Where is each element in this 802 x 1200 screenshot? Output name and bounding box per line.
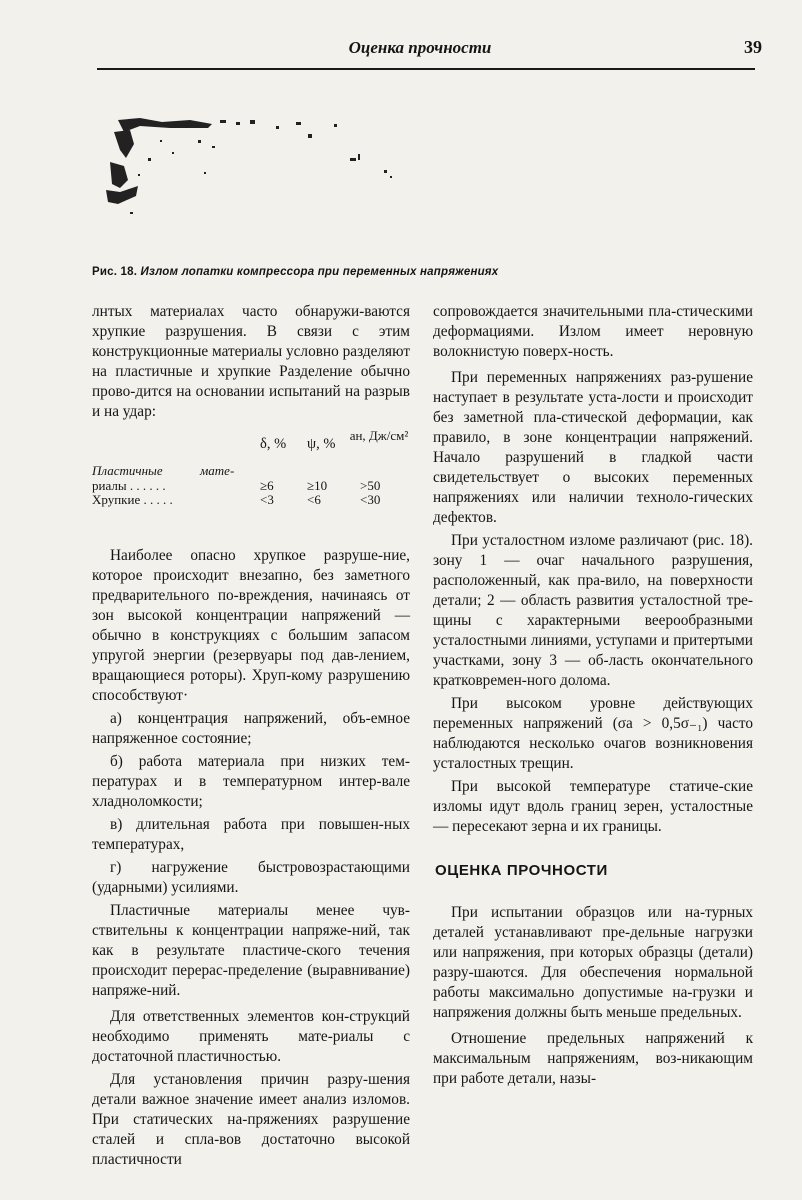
- figure-caption-label: Рис. 18.: [92, 266, 138, 278]
- table-cell: >50: [360, 478, 381, 493]
- table-cell: ≥10: [307, 478, 328, 493]
- table-cell: <6: [307, 492, 321, 507]
- table-cell: <3: [260, 492, 274, 507]
- right-column: [433, 302, 753, 1089]
- figure-caption-text: Излом лопатки компрессора при переменных напряжениях: [140, 266, 499, 278]
- right-paragraph-fatigue: При переменных напряжениях раз-рушение наступает в результате уста-лости и происходит без заметной пла-стической деформации, как правило, в зоне концентрации напряжений. Начало разрушений в гладкой части свидетельствует о высоких переменных напряжениях или наличии техноло-гических дефектов.: [433, 369, 753, 526]
- table-row-label-line2: риалы . . . . . .: [92, 478, 166, 493]
- left-paragraph-plastic: Пластичные материалы менее чув-ствительны к концентрации напряже-ний, так как в результате пластиче-ского течения происходит перерас-пределение (выравнивание) напряже-ний.: [92, 902, 410, 999]
- list-item-a: а) концентрация напряжений, объ-емное напряженное состояние;: [92, 710, 410, 747]
- section-heading: ОЦЕНКА ПРОЧНОСТИ: [435, 862, 608, 879]
- figure-caption: [92, 266, 772, 278]
- table-row-label-line1b: мате-: [200, 463, 235, 478]
- left-paragraph-brittle: Наиболее опасно хрупкое разруше-ние, которое происходит внезапно, без заметного предварительного по-вреждения, начинаясь от зон высокой концентрации напряжений — обычно в конструкциях с большим запасом упругой энергии (резервуары под дав-лением, вращающиеся роторы). Хруп-кому разрушению способствуют·: [92, 547, 410, 704]
- left-intro-paragraph: лнтых материалах часто обнаружи-ваются хрупкие разрушения. В связи с этим конструкционные материалы условно разделяют на пластичные и хрупкие Разделение обычно прово-дится на основании испытаний на разрыв и на удар:: [92, 303, 410, 420]
- right-paragraph-temperature: При высокой температуре статиче-ские изломы идут вдоль границ зерен, усталостные — пересекают зерна и их границы.: [433, 778, 753, 835]
- right-paragraph-high-stress: При высоком уровне действующих переменных напряжений (σa > 0,5σ₋₁) часто наблюдаются несколько очагов возникновения усталостных трещин.: [433, 695, 753, 772]
- left-paragraph-responsible: Для ответственных элементов кон-струкций необходимо применять мате-риалы с достаточной пластичностью.: [92, 1008, 410, 1065]
- running-header-title: Оценка прочности: [348, 38, 492, 57]
- page-number: 39: [744, 37, 762, 57]
- table-header-delta: δ, %: [260, 436, 287, 452]
- list-item-c: в) длительная работа при повышен-ных температурах,: [92, 816, 410, 853]
- right-paragraph-ratio: Отношение предельных напряжений к максимальным напряжениям, воз-никающим при работе детали, назы-: [433, 1030, 753, 1087]
- table-header-impact: aн, Дж/см²: [349, 428, 409, 443]
- header-rule: [97, 68, 755, 70]
- table-row-label-line1: Пластичные: [92, 463, 163, 478]
- right-paragraph-testing: При испытании образцов или на-турных деталей устанавливают пре-дельные нагрузки или напряжения, при которых образцы (детали) разру-шаются. Для обеспечения нормальной работы максимально допустимые на-грузки и напряжения должны быть меньше предельных.: [433, 904, 753, 1021]
- table-cell: <30: [360, 492, 381, 507]
- left-column: [92, 302, 410, 1170]
- table-row-label: Хрупкие . . . . .: [92, 492, 173, 507]
- table-header-psi: ψ, %: [307, 436, 336, 452]
- table-cell: ≥6: [260, 478, 274, 493]
- right-paragraph-zones: При усталостном изломе различают (рис. 18). зону 1 — очаг начального разрушения, расположенный, как пра-вило, на поверхности детали; 2 — область развития усталостной тре-щины с характерными веерообразными усталостными линиями, уступами и притертыми участками, зону 3 — об-ласть окончательного кратковремен-ного долома.: [433, 532, 753, 689]
- left-paragraph-fracture: Для установления причин разру-шения детали важное значение имеет анализ изломов. При статических на-пряжениях разрушение сталей и спла-вов достаточно высокой пластичности: [92, 1071, 410, 1168]
- right-paragraph-continuation: сопровождается значительными пла-стическими деформациями. Излом имеет неровную волокнистую поверх-ность.: [433, 303, 753, 360]
- fracture-photo-fragment: [100, 110, 440, 220]
- material-properties-table: [92, 428, 410, 506]
- list-item-d: г) нагружение быстровозрастающими (ударными) усилиями.: [92, 859, 410, 896]
- list-item-b: б) работа материала при низких тем-пературах и в температурном интер-вале хладноломкости;: [92, 753, 410, 810]
